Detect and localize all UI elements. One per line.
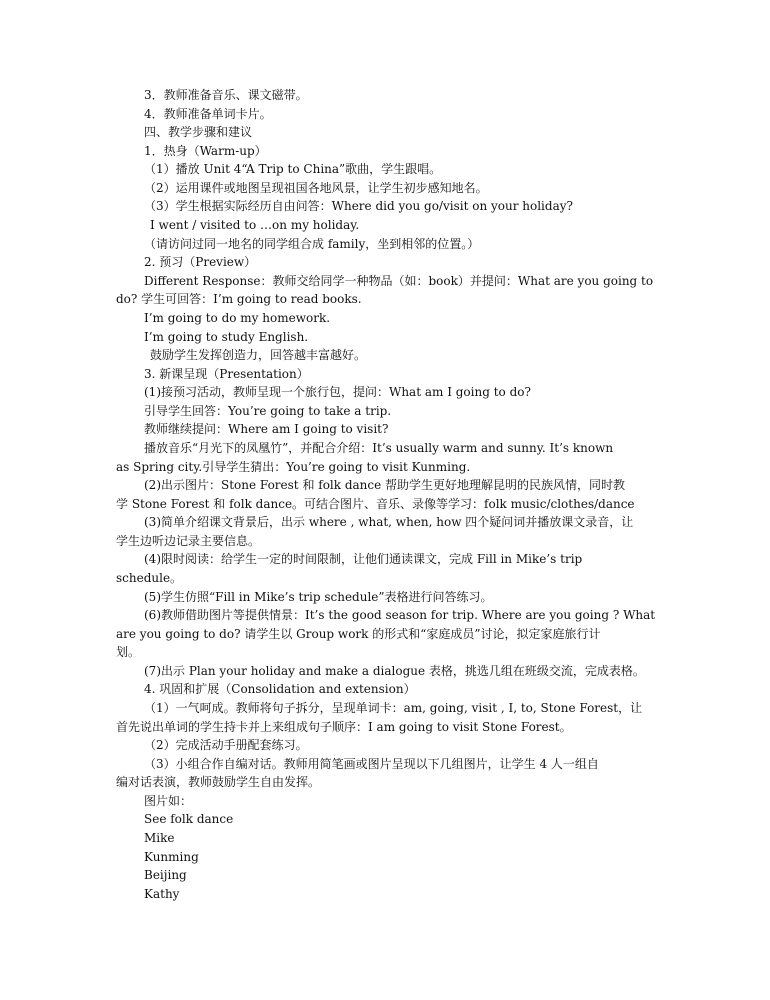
text-line: (6)教师借助图片等提供情景：It’s the good season for trip. Where are you going ? What bbox=[144, 608, 656, 622]
subsection-heading: 3. 新课呈现（Presentation） bbox=[144, 367, 309, 381]
text-line: 编对话表演，教师鼓励学生自由发挥。 bbox=[116, 775, 321, 789]
text-line: 播放音乐“月光下的凤凰竹”，并配合介绍：It’s usually warm and sunny. It’s known bbox=[144, 441, 614, 455]
text-line: 学 Stone Forest 和 folk dance。可结合图片、音乐、录像等学习：folk music/clothes/dance bbox=[116, 497, 635, 511]
text-line: （1）一气呵成。教师将句子拆分，呈现单词卡：am, going, visit , I, to, Stone Forest，让 bbox=[144, 701, 643, 715]
text-line: （3）小组合作自编对话。教师用简笔画或图片呈现以下几组图片，让学生 4 人一组自 bbox=[144, 757, 599, 771]
section-heading: 四、教学步骤和建议 bbox=[144, 125, 253, 139]
text-line: (2)出示图片：Stone Forest 和 folk dance 帮助学生更好地理解昆明的民族风情，同时教 bbox=[144, 478, 626, 492]
text-line: (1)接预习活动，教师呈现一个旅行包，提问：What am I going to do? bbox=[144, 385, 531, 399]
list-item: Mike bbox=[144, 831, 175, 845]
text-line: are you going to do? 请学生以 Group work 的形式和“家庭成员”讨论，拟定家庭旅行计 bbox=[116, 627, 601, 641]
text-line: I’m going to do my homework. bbox=[144, 311, 331, 325]
text-line: （2）运用课件或地图呈现祖国各地风景，让学生初步感知地名。 bbox=[144, 181, 488, 195]
text-line: (4)限时阅读：给学生一定的时间限制，让他们通读课文，完成 Fill in Mike’s trip bbox=[144, 552, 583, 566]
text-line: 图片如： bbox=[144, 794, 193, 808]
list-item: See folk dance bbox=[144, 812, 234, 826]
subsection-heading: 2. 预习（Preview） bbox=[144, 255, 257, 269]
text-line: 引导学生回答：You’re going to take a trip. bbox=[144, 404, 392, 418]
text-line: do? 学生可回答：I’m going to read books. bbox=[116, 292, 362, 306]
list-item: Beijing bbox=[144, 868, 187, 882]
text-line: 学生边听边记录主要信息。 bbox=[116, 534, 261, 548]
text-line: (7)出示 Plan your holiday and make a dialogue 表格，挑选几组在班级交流，完成表格。 bbox=[144, 664, 645, 678]
text-line: (3)简单介绍课文背景后，出示 where , what, when, how 四个疑问词并播放课文录音，让 bbox=[144, 515, 634, 529]
text-line: (5)学生仿照“Fill in Mike’s trip schedule”表格进行问答练习。 bbox=[144, 590, 493, 604]
subsection-heading: 1．热身（Warm-up） bbox=[144, 144, 267, 158]
text-line: I’m going to study English. bbox=[144, 330, 309, 344]
text-line: （1）播放 Unit 4“A Trip to China”歌曲，学生跟唱。 bbox=[144, 162, 442, 176]
text-line: Different Response：教师交给同学一种物品（如：book）并提问：What are you going to bbox=[144, 274, 654, 288]
subsection-heading: 4. 巩固和扩展（Consolidation and extension） bbox=[144, 682, 416, 696]
text-line: 首先说出单词的学生持卡并上来组成句子顺序：I am going to visit Stone Forest。 bbox=[116, 720, 572, 734]
text-line: （3）学生根据实际经历自由问答：Where did you go/visit on your holiday? bbox=[144, 199, 573, 213]
text-line: as Spring city.引导学生猜出：You’re going to visit Kunming. bbox=[116, 460, 471, 474]
text-line: 划。 bbox=[116, 645, 141, 659]
list-item: Kathy bbox=[144, 887, 180, 901]
text-line: （请访问过同一地名的同学组合成 family，坐到相邻的位置。） bbox=[144, 237, 480, 251]
text-line: schedule。 bbox=[116, 571, 183, 585]
text-line: 鼓励学生发挥创造力，回答越丰富越好。 bbox=[150, 348, 367, 362]
text-line: 4．教师准备单词卡片。 bbox=[144, 107, 272, 121]
text-line: 3．教师准备音乐、课文磁带。 bbox=[144, 88, 308, 102]
text-line: 教师继续提问：Where am I going to visit? bbox=[144, 422, 389, 436]
text-line: （2）完成活动手册配套练习。 bbox=[144, 738, 308, 752]
list-item: Kunming bbox=[144, 850, 199, 864]
text-line: I went / visited to …on my holiday. bbox=[150, 218, 360, 232]
